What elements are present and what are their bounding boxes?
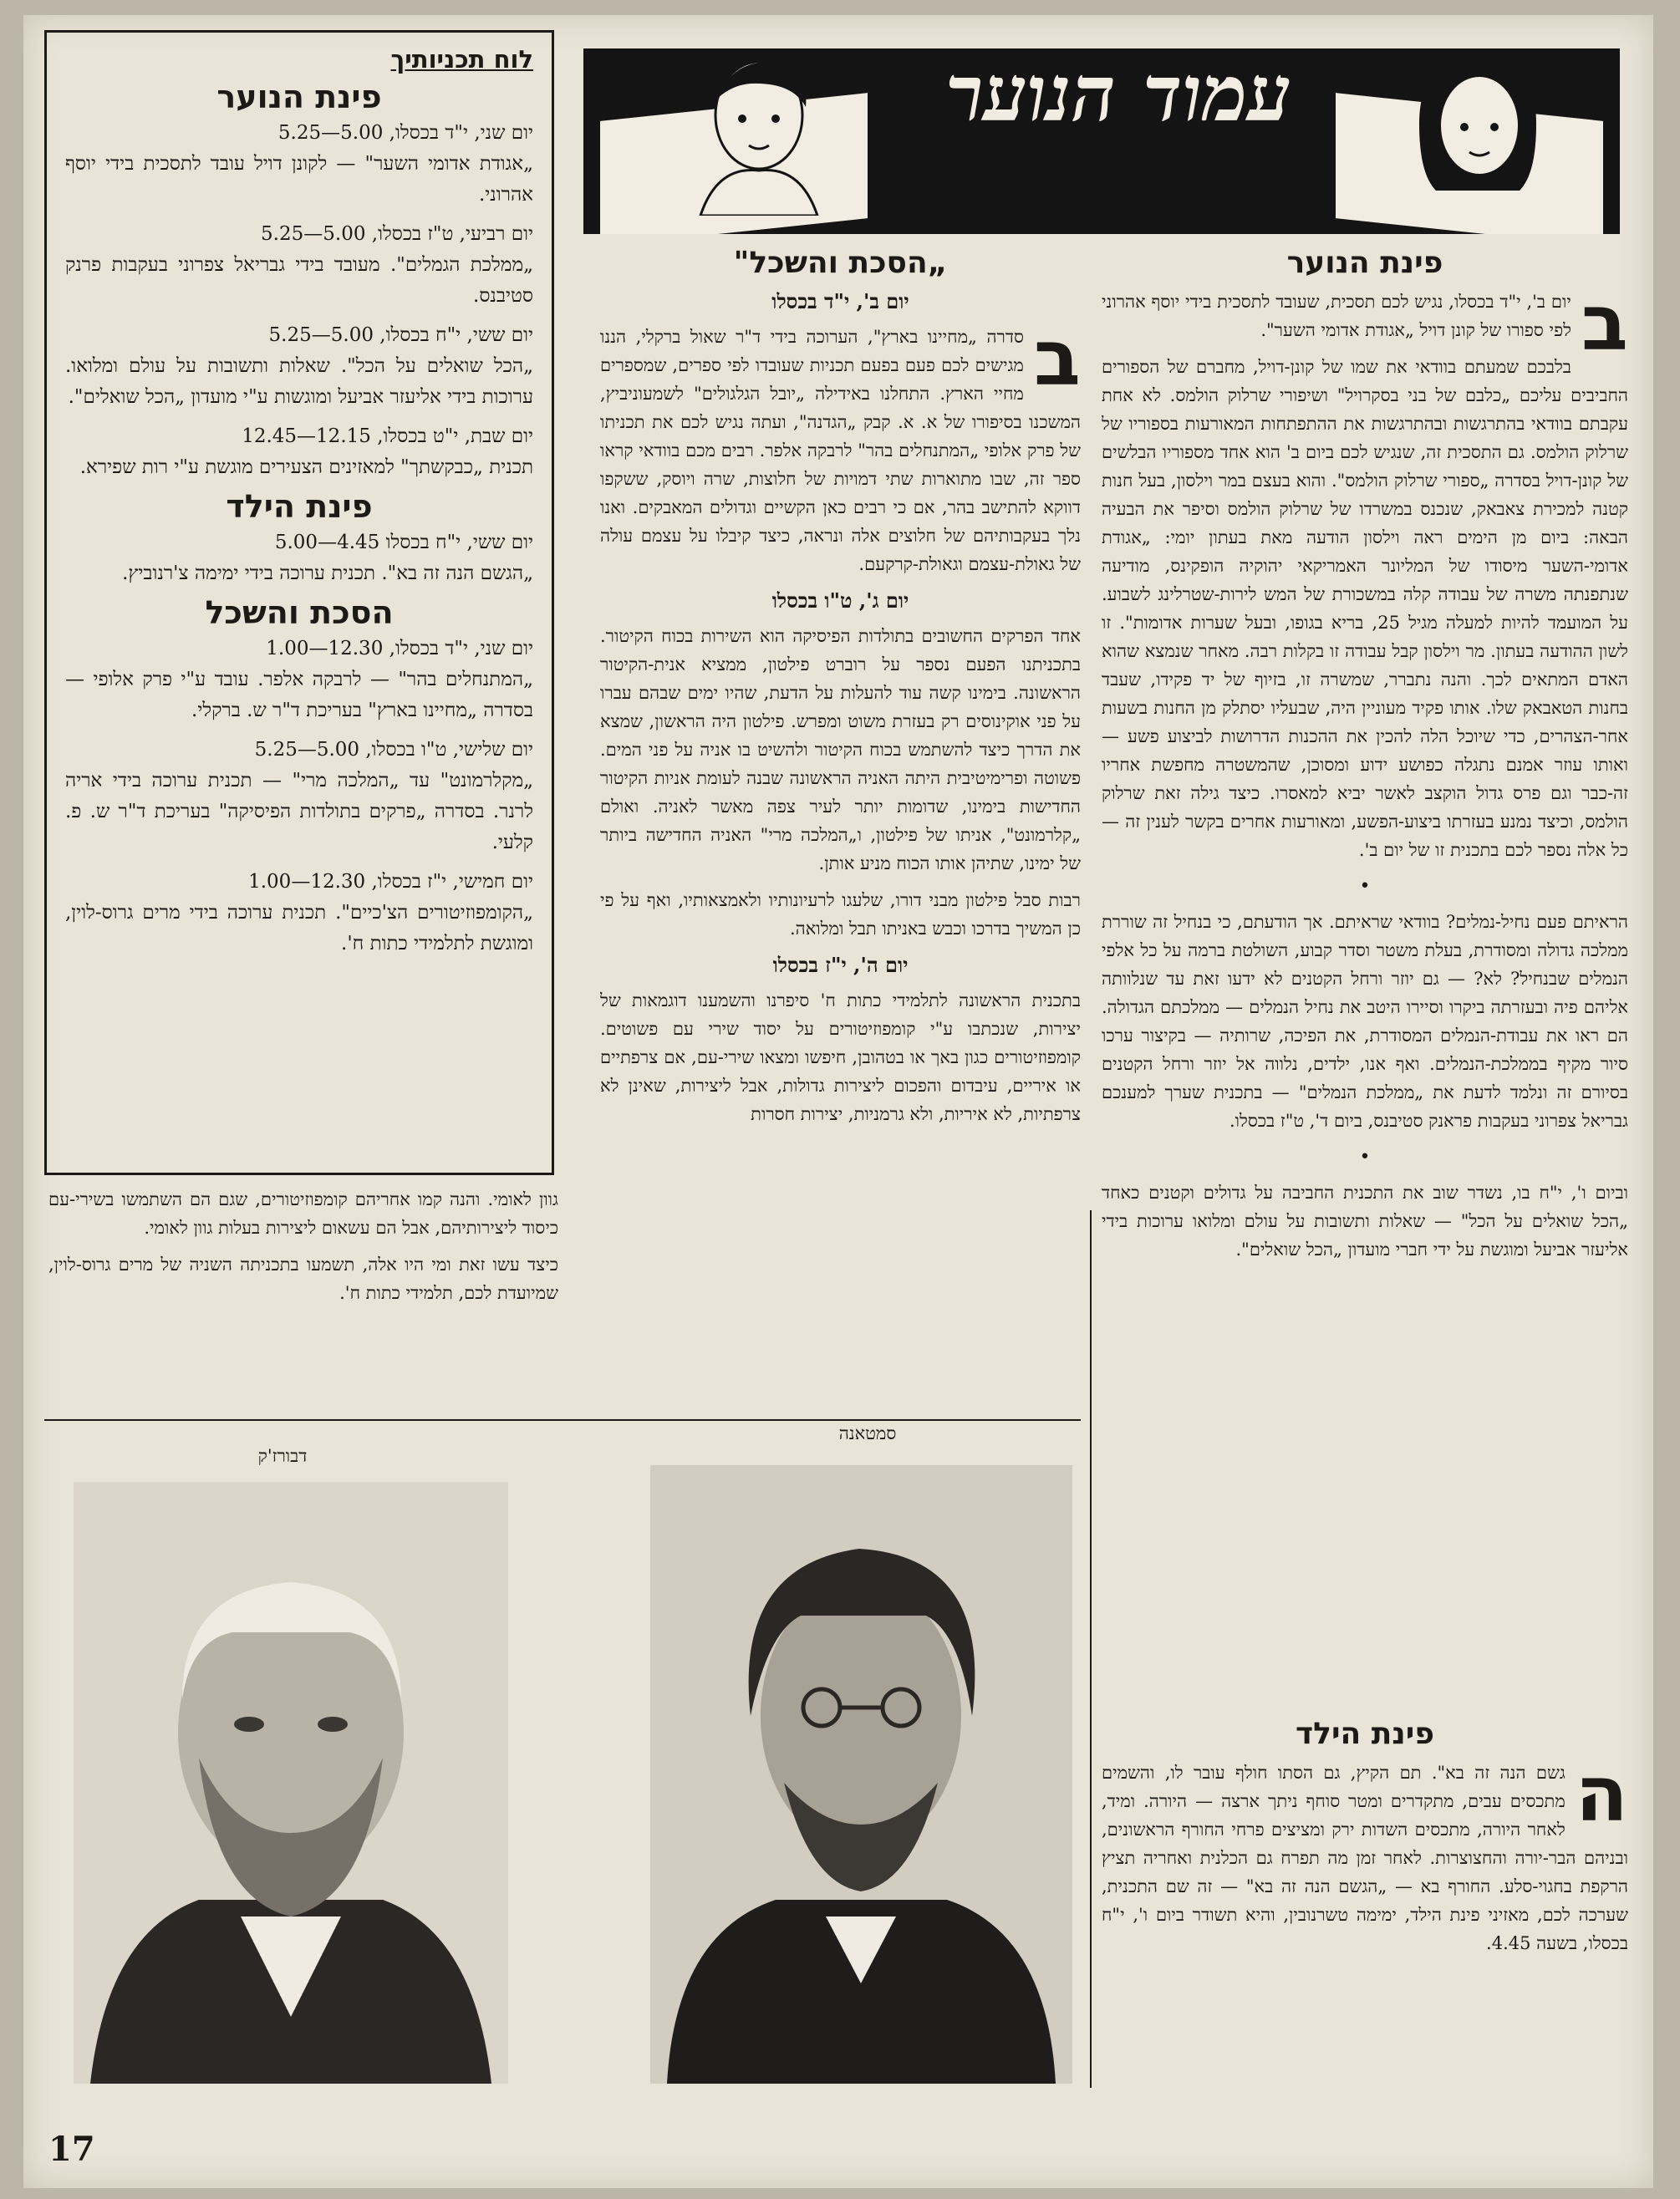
hasket-paragraph: גוון לאומי. והנה קמו אחריהם קומפוזיטורים, שגם הם השתמשו בשירי-עם כיסוד ליצירותיהם, אבל הם עשאום ליצירות בעלות גוון לאומי. [48, 1189, 558, 1238]
entry-text: תכנית „כבקשתך" למאזינים הצעירים מוגשת ע"י רות שפירא. [79, 456, 533, 478]
portrait-photo-left [74, 1482, 508, 2084]
youth-corner-title: פינת הנוער [1286, 249, 1443, 280]
entry-text: „אגודת אדומי השער" — לקונן דויל עובד לתסכית בידי יוסף אהרוני. [65, 153, 533, 206]
portrait-photo-right [650, 1465, 1072, 2084]
column-rule [1090, 1210, 1092, 2088]
schedule-entry [65, 320, 533, 413]
masthead-title: עמוד הנוער [945, 48, 1291, 139]
entry-text: „הגשם הנה זה בא". תכנית ערוכה בידי ימימה צ'רנוביץ. [122, 562, 533, 584]
schedule-box [44, 30, 554, 1175]
entry-when: יום שבת, י"ט בכסלו, 12.15—12.45 [242, 425, 533, 447]
boy-reading-icon [650, 48, 868, 216]
entry-when: יום ששי, י"ח בכסלו 4.45—5.00 [274, 532, 533, 553]
entry-text: „הקומפוזיטורים הצ'כיים". תכנית ערוכה בידי מרים גרוס-לוין, ומוגשת לתלמידי כתות ח'. [65, 902, 533, 954]
page-number: 17 [48, 2130, 95, 2169]
entry-when: יום שלישי, ט"ו בכסלו, 5.00—5.25 [254, 739, 533, 761]
schedule-entry [65, 634, 533, 726]
horizontal-rule [44, 1419, 1081, 1421]
hasket-paragraph: רבות סבל פילטון מבני דורו, שלעגו לרעיונותיו ולאמצאותיו, ואף על פי כן המשיך בדרכו וכבש באניתו תבל ומלואה. [600, 890, 1081, 939]
entry-when: יום חמישי, י"ז בכסלו, 12.30—1.00 [248, 871, 533, 893]
entry-text: „מקלרמונט" עד „המלכה מרי" — תכנית ערוכה בידי אריה לרנר. בסדרה „פרקים בתולדות הפיסיקה" בעריכת ד"ר ש. פ. קלעי. [65, 770, 533, 853]
hasket-paragraph: אחד הפרקים החשובים בתולדות הפיסיקה הוא השירות בכוח הקיטור. בתכניתנו הפעם נספר על רוברט פילטון, ממציא אנית-הקיטור הראשונה. בימינו קשה עוד להעלות על הדעת, שהיו ימים שבהם עברו על פני אוקינוסים רק בעזרת משוט ומפרש. פילטון היה הראשון, שמצא את הדרך כיצד להשתמש בכוח הקיטור ולהשיט בו אניה על פני המים. פשוטה ופרימיטיבית היתה האניה הראשונה שבנה לעומת אניות הקיטור החדישות בימינו, שדומות יותר לעיר צפה מאשר לאניה. ואולם „קלרמונט", אניתו של פילטון, ו„המלכה מרי" האניה החדישה ביותר של ימינו, שתיהן אותו הכוח מניע אותן. [600, 626, 1081, 873]
schedule-entry [65, 735, 533, 858]
photo-caption-left: דבורז'ק [257, 1446, 308, 1466]
day-heading: יום ג', ט"ו בכסלו [771, 588, 909, 613]
hasket-paragraph: ב סדרה „מחיינו בארץ", הערוכה בידי ד"ר שאול ברקלי, הננו מגישים לכם פעם בפעם תכניות שעובדו לפי ספרים, שמספרים מחיי הארץ. התחלנו באידילה „יובל הגלגולים" לשמעוניביץ, המשכנו בסיפורו של א. א. קבק „הגדנה", ועתה נגיש לכם את תכניתו של פרק אלופי „המתנחלים בהר" לרבקה אלפר. רבים מכם בוודאי קראו ספר זה, שבו מתוארות שתי דמויות של חלוצות, שרה ויוסק, ששקפו דווקא להתישב בהר, אם כי רבים כאן הקשיים וגדולים המאבקים. ואנו נלך בעקבותיהם של חלוצים אלה ונראה, כיצד קיבלו על עצמם עולה של גאולת-עצמם וגאולת-קרקעם. [600, 313, 1081, 574]
entry-text: „הכל שואלים על הכל". שאלות ותשובות על עולם ומלואו. ערוכות בידי אליעזר אביעל ומוגשות ע"י מועדון „הכל שואלים". [65, 355, 533, 408]
hasket-column [600, 249, 1081, 1428]
child-corner-column [1102, 1720, 1628, 2071]
youth-corner-column [1102, 249, 1628, 1703]
youth-paragraph: ב יום ב', י"ד בכסלו, נגיש לכם תסכית, שעובד לתסכית בידי יוסף אהרוני לפי ספורו של קונן דויל „אגודת אדומי השער". [1102, 278, 1628, 368]
hasket-title: „הסכת והשכל" [733, 249, 948, 280]
entry-text: „המתנחלים בהר" — לרבקה אלפר. עובד ע"י פרק אלופי — בסדרה „מחיינו בארץ" בעריכת ד"ר ש. ברקלי. [65, 669, 533, 721]
hasket-continuation [48, 1185, 558, 1411]
schedule-entry [65, 421, 533, 483]
bullet-separator: • [1359, 876, 1371, 897]
schedule-entry [65, 527, 533, 589]
schedule-entry [65, 118, 533, 211]
day-heading: יום ה', י"ז בכסלו [772, 953, 909, 977]
schedule-heading-child: פינת הילד [226, 488, 373, 525]
masthead-banner [583, 48, 1620, 234]
portrait-smetana-icon [650, 1465, 1072, 2084]
girl-reading-icon [1369, 48, 1586, 216]
dropcap: ה [1575, 1749, 1628, 1839]
entry-when: יום רביעי, ט"ז בכסלו, 5.00—5.25 [261, 223, 533, 245]
entry-when: יום ששי, י"ח בכסלו, 5.00—5.25 [268, 324, 533, 346]
child-corner-title: פינת הילד [1296, 1720, 1434, 1751]
magazine-page [23, 15, 1653, 2188]
schedule-title: לוח תכניותיך [390, 45, 533, 74]
schedule-entry [65, 219, 533, 312]
child-paragraph: ה גשם הנה זה בא". תם הקיץ, גם הסתו חולף עובר לו, והשמים מתכסים עבים, מתקדרים ומטר סוחף ניתך ארצה — היורה. ומיד, לאחר היורה, מתכסים השדות ירק ומציצים פרחי החורף הראשונים, ובניהם הבר-יורה והחצוצרות. לאחר זמן מה תפרח גם הכלנית ואחריה תציץ הרקפת בחגוי-סלע. החורף בא — „הגשם הנה זה בא" — זה שם התכנית, שערכה לכם, מאזיני פינת הילד, ימימה טשרנובין, והיא תשודר ביום ו', י"ח בכסלו, בשעה 4.45. [1102, 1749, 1628, 1953]
portrait-dvorak-icon [74, 1482, 508, 2084]
schedule-heading-hasket: הסכת והשכל [205, 594, 394, 631]
dropcap: ב [1581, 278, 1628, 368]
entry-when: יום שני, י"ד בכסלו, 5.00—5.25 [277, 122, 533, 144]
day-heading: יום ב', י"ד בכסלו [771, 289, 909, 313]
schedule-heading-youth: פינת הנוער [216, 79, 382, 115]
schedule-entry [65, 867, 533, 960]
dropcap: ב [1033, 313, 1081, 403]
hasket-paragraph: בתכנית הראשונה לתלמידי כתות ח' סיפרנו והשמענו דוגמאות של יצירות, שנכתבו ע"י קומפוזיטורים על יסוד שירי עם פשוטים. קומפוזיטורים כגון באך או בטהובן, חיפשו ומצאו שירי-עם, אם צרפתיים או איריים, עיבדום והפכום ליצירות גדולות, אבל ליצירות, שאינן לא צרפתיות, לא איריות, ולא גרמניות, יצירות חסרות [600, 990, 1081, 1124]
youth-paragraph: וביום ו', י"ח בו, נשדר שוב את התכנית החביבה על גדולים וקטנים כאחד „הכל שואלים על הכל" — שאלות ותשובות על עולם ומלואו ערוכות בידי אליעזר אביעל ומוגשת על ידי חברי מועדון „הכל שואלים". [1102, 1183, 1628, 1260]
photo-caption-right: סמטאנה [838, 1423, 897, 1443]
youth-paragraph: בלבכם שמעתם בוודאי את שמו של קונן-דויל, מחברם של הספורים החביבים עליכם „כלבם של בני בסקרויל" ושיפורי שרלוק הולמס. לא אחת עקבתם בוודאי בהתרגשות ובהתרגשות את ההתפתחות המאורעות בספוריו של שרלוק הולמס. גם התסכית זה, שנגיש לכם ביום ב' הוא אחד מספוריו הבלשים של קונן-דויל בסדרה „ספורי שרלוק הולמס". והוא בעצם במר וילסון, בעל חנות קטנה למכירת צאבאק, שנכנס במשרדו של שרלוק הולמס וסיפר את הבעיה הבאה: ביום מן הימים ראה וילסון הודעה מאת בעתון יומי: „אגודת אדומי-השער מיסודו של המליונר האמריקאי יהוקיה הופקינס, מודיעה שנתפנתה משרה של עבודה קלה במשכורת של המש לירות-שטרלינג לשבוע. על המועמד להיות למעלה מגיל 25, בריא בגופו, ובעל שערות אדומות". זו לשון ההודעה בעתון. מר וילסון קבל עבודה זו בקלות רבה. מאחר שנמצא שהוא האדם המתאים לכך. והנה נתברר, שמשרה זו, בזיוף של יד פקידו, שעבד בחנות הטאבאק שלו. אותו פקיד מעוניין היה, שבעליו יסתלק מן החנות בשעות אחר-הצהרים, כדי שיוכל הלה להכין את ההכנות הדרושות לביצוע פשע — ואותו עוזר אמנם נתגלה כפושע ידוע ומסוכן, שהמשטרה מחפשת אחריו זה-כבר וגם פרס גדול הוקצב לאשר יביא למאסרו. כיצד גילה זאת שרלוק הולמס, וכיצד נמנע בעזרתו ביצוע-הפשע, ומאורעות אחרים בקשר לענין זה — כל אלה נספר לכם בתכנית זו של יום ב'. [1102, 357, 1628, 860]
entry-text: „ממלכת הגמלים". מעובד בידי גבריאל צפרוני בעקבות פרנק סטיבנס. [65, 254, 533, 307]
bullet-separator: • [1359, 1147, 1371, 1168]
youth-paragraph: הראיתם פעם נחיל-נמלים? בוודאי שראיתם. אך הודעתם, כי בנחיל זה שוררת ממלכה גדולה ומסודרת, בעלת משטר וסדר קבוע, השולטת ברמה על כל אלפי הנמלים שבנחיל? לא? — גם יוזר ורחל הקטנים לא ידעו זאת עד שנלוותה אליהם פיה ובעזרתה ביקרו וסיירו היטב את נחיל הנמלים — ממלכתם הגדולה. הם ראו את עבודת-הנמלים המסודרת, את הפיכה, שרותיה — בקיצור ערכו סיור מקיף בממלכת-הנמלים. ואף אנו, ילדים, נלווה אל יוזר ורחל הקטנים בסיורם זה ונלמד לדעת את „ממלכת הנמלים" — בתכנית שערך למענכם גבריאל צפרוני בעקבות פראנק סטיבנס, ביום ד', ט"ז בכסלו. [1102, 912, 1628, 1131]
hasket-paragraph: כיצד עשו זאת ומי היו אלה, תשמעו בתכניתה השניה של מרים גרוס-לוין, שמיועדת לכם, תלמידי כתות ח'. [48, 1255, 558, 1303]
entry-when: יום שני, י"ד בכסלו, 12.30—1.00 [266, 638, 533, 659]
